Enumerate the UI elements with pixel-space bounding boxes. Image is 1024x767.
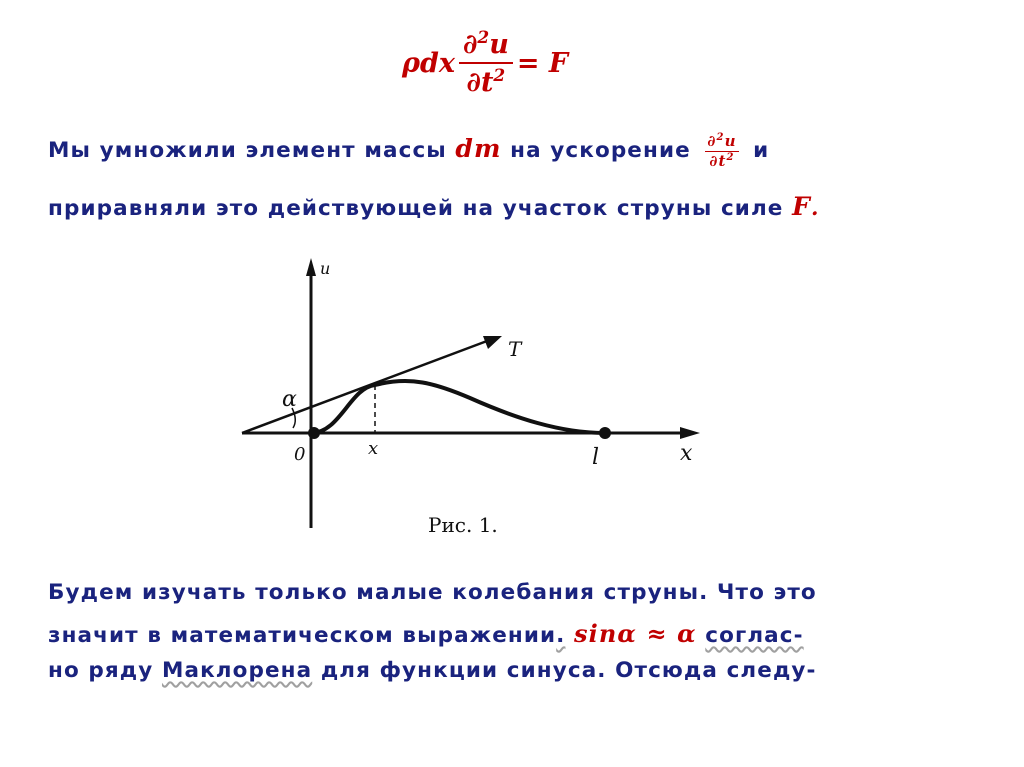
sin-approx: sinα ≈ α xyxy=(574,619,697,648)
x-axis-arrow-icon xyxy=(680,427,700,439)
u-axis-arrow-icon xyxy=(306,258,316,276)
equation-right: = F xyxy=(516,47,569,79)
paragraph1-line1: Мы умножили элемент массы dm на ускорение $\frac{\partial^2u}{\partial t^2}$ и xyxy=(48,132,770,170)
x-axis-label: x xyxy=(680,441,693,466)
end-point xyxy=(599,427,611,439)
maclaurin-word: Маклорена xyxy=(161,658,313,683)
figure-caption: Рис. 1. xyxy=(428,513,498,537)
math-F: F xyxy=(792,192,811,221)
paragraph2-line2: значит в математическом выражении. sinα ≈ α соглас- xyxy=(48,619,804,648)
equation-denominator: $\partial t^2$ xyxy=(466,66,506,98)
equation-left: ρdx xyxy=(402,47,455,79)
acceleration-fraction: $\frac{\partial^2u}{\partial t^2}$ xyxy=(707,132,737,170)
u-axis-label: u xyxy=(320,259,331,278)
string-curve xyxy=(311,381,605,433)
l-label: l xyxy=(592,445,600,470)
string-figure xyxy=(170,228,730,558)
math-dm: dm xyxy=(455,134,502,163)
main-equation xyxy=(402,28,568,98)
paragraph1-line2: приравняли это действующей на участок струны силе F. xyxy=(48,192,820,221)
equation-fraction xyxy=(459,28,513,98)
alpha-label: α xyxy=(282,387,297,412)
origin-label: 0 xyxy=(294,444,306,465)
equation-numerator: ∂$^2$u xyxy=(459,28,513,64)
tangent-arrow-icon xyxy=(483,336,502,349)
tension-label: T xyxy=(508,337,522,361)
paragraph2-line3: но ряду Маклорена для функции синуса. Отсюда следу- xyxy=(48,658,817,683)
x-point-label: x xyxy=(368,438,379,459)
paragraph2-line1: Будем изучать только малые колебания струны. Что это xyxy=(48,580,817,605)
origin-point xyxy=(308,427,320,439)
